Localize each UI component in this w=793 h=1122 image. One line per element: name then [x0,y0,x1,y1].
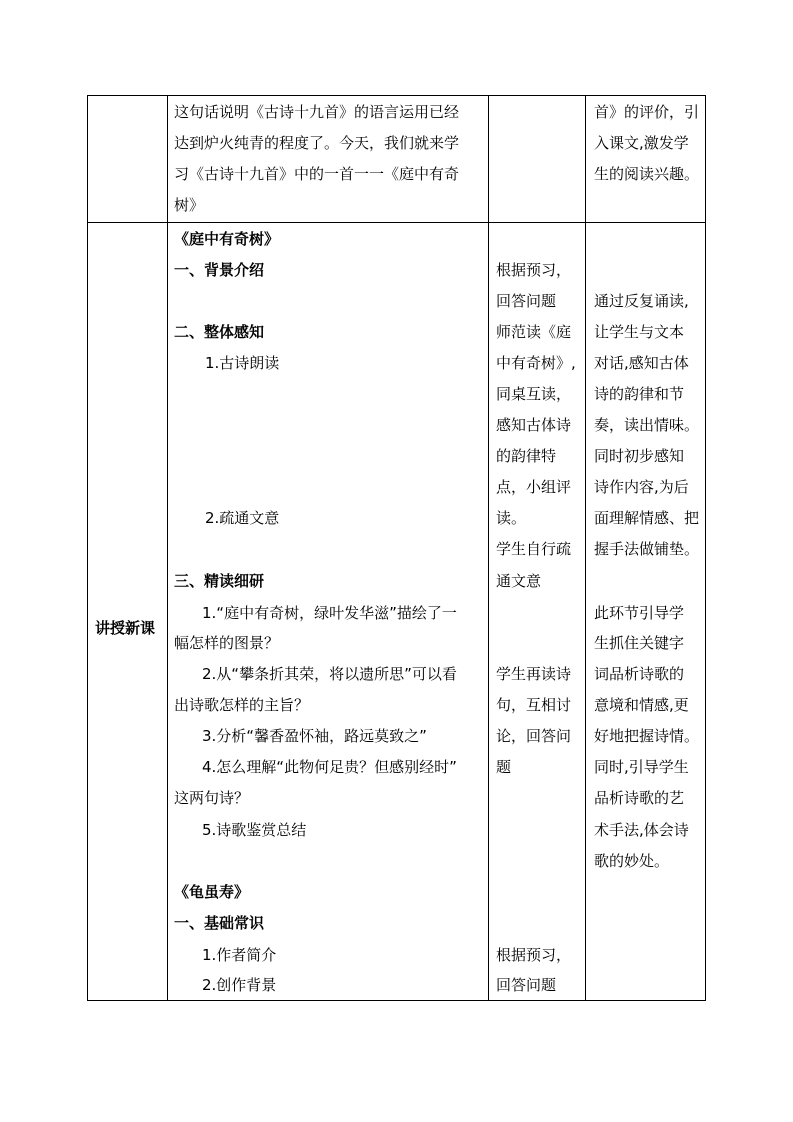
intro-line-1: 这句话说明《古诗十九首》的语言运用已经 [174,103,460,121]
intent3-line: 歌的妙处。 [594,852,670,870]
intent3-line: 品析诗歌的艺 [594,789,685,807]
poem1-part3-heading: 三、精读细研 [174,572,265,590]
poem2-item-1: 1.作者简介 [202,946,277,964]
intro-intent-line-1: 首》的评价，引 [594,103,700,121]
activity2-line: 题 [496,758,512,776]
activity-line: 回答问题 [496,292,557,310]
table-border-bottom [87,1000,706,1001]
intent-line: 诗作内容,为后 [594,478,689,496]
table-border-right [705,95,706,1001]
poem1-item-comprehend: 2.疏通文意 [205,509,280,527]
activity3-line: 根据预习， [496,946,572,964]
intent-line: 同时初步感知 [594,447,685,465]
intent3-line: 此环节引导学 [594,604,685,622]
poem1-question-5: 5.诗歌鉴赏总结 [202,821,307,839]
poem2-item-2: 2.创作背景 [202,976,277,994]
poem1-question-2a: 2.从“攀条折其荣，将以遗所思”可以看 [202,665,457,683]
intent3-line: 好地把握诗情。 [594,727,700,745]
poem1-question-4a: 4.怎么理解“此物何足贵？但感别经时” [202,758,457,776]
intent-line: 握手法做铺垫。 [594,540,700,558]
poem1-question-1b: 幅怎样的图景？ [174,634,280,652]
activity2-line: 论，回答问 [496,727,572,745]
activity-line: 的韵律特 [496,447,557,465]
table-border-top [87,95,706,96]
activity3-line: 回答问题 [496,976,557,994]
intent-line: 奏，读出情味。 [594,416,700,434]
poem1-title: 《庭中有奇树》 [174,230,280,248]
intent3-line: 术手法,体会诗 [594,821,689,839]
poem1-question-3: 3.分析“馨香盈怀袖，路远莫致之” [202,727,427,745]
intro-line-2: 达到炉火纯青的程度了。今天，我们就来学 [174,134,460,152]
poem1-part1-heading: 一、背景介绍 [174,261,265,279]
table-border-left [87,95,88,1001]
poem1-question-4b: 这两句诗？ [174,789,250,807]
column-divider-2 [488,95,489,1001]
activity-line: 中有奇树》, [496,354,576,372]
activity-line: 感知古体诗 [496,416,572,434]
poem1-question-1a: 1.“庭中有奇树，绿叶发华滋”描绘了一 [202,604,457,622]
activity-line: 同桌互读， [496,385,572,403]
activity-line: 根据预习， [496,261,572,279]
column-divider-1 [167,95,168,1001]
activity-line: 通文意 [496,572,542,590]
intro-line-4: 树》 [174,196,205,214]
column-divider-3 [585,95,586,1001]
intent-line: 诗的韵律和节 [594,385,685,403]
poem1-part2-heading: 二、整体感知 [174,323,265,341]
activity2-line: 句，互相讨 [496,696,572,714]
activity2-line: 学生再读诗 [496,665,572,683]
intro-intent-line-3: 生的阅读兴趣。 [594,165,700,183]
poem1-question-2b: 出诗歌怎样的主旨？ [174,696,310,714]
intent3-line: 词品析诗歌的 [594,665,685,683]
poem2-title: 《龟虽寿》 [174,883,250,901]
intent-line: 通过反复诵读, [594,292,689,310]
activity-line: 点，小组评 [496,478,572,496]
poem2-part1-heading: 一、基础常识 [174,914,265,932]
row-divider [87,222,706,223]
intent3-line: 同时,引导学生 [594,758,689,776]
intent-line: 让学生与文本 [594,323,685,341]
activity-line: 学生自行疏 [496,540,572,558]
intent3-line: 生抓住关键字 [594,634,685,652]
intent-line: 对话,感知古体 [594,354,689,372]
poem1-item-read: 1.古诗朗读 [205,354,280,372]
intro-line-3: 习《古诗十九首》中的一首一一《庭中有奇 [174,165,460,183]
intent-line: 面理解情感、把 [594,509,700,527]
activity-line: 师范读《庭 [496,323,572,341]
intro-intent-line-2: 入课文,激发学 [594,134,689,152]
activity-line: 读。 [496,509,527,527]
intent3-line: 意境和情感,更 [594,696,689,714]
section-label: 讲授新课 [95,619,156,637]
